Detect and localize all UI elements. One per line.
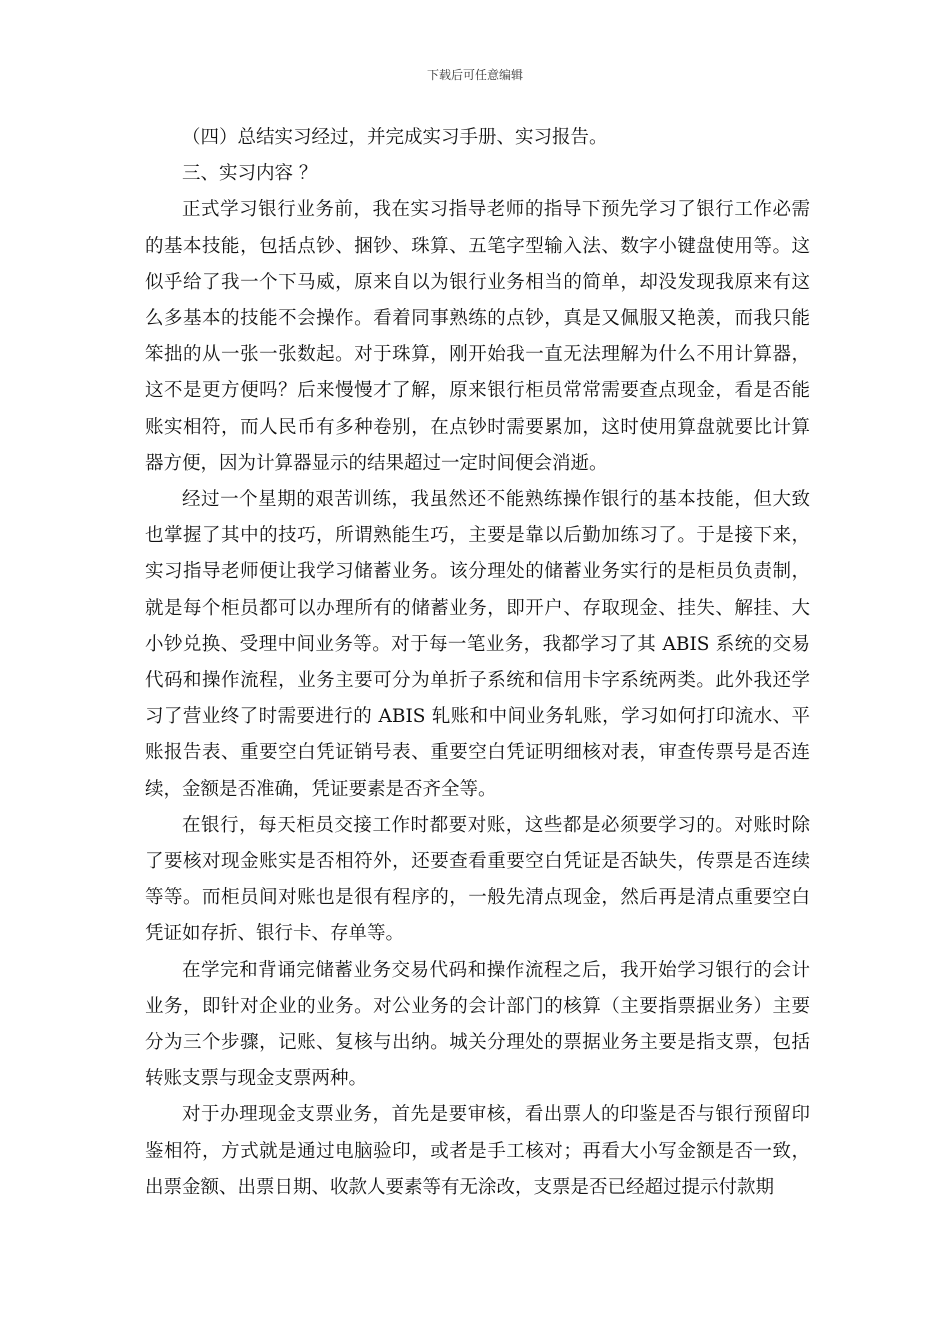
section-heading: 三、实习内容 ？: [182, 163, 318, 185]
page-header: 下载后可任意编辑: [426, 68, 523, 82]
paragraph: 在学完和背诵完储蓄业务交易代码和操作流程之后，我开始学习银行的会计业务，即针对企业的业务。对公业务的会计部门的核算（主要指票据业务）主要分为三个步骤，记账、复核与出纳。城关分理处的票据业务主要是指支票，包括转账支票与现金支票两种。: [145, 959, 810, 1090]
paragraph: 经过一个星期的艰苦训练，我虽然还不能熟练操作银行的基本技能，但大致也掌握了其中的技巧，所谓熟能生巧，主要是靠以后勤加练习了。于是接下来，实习指导老师便让我学习储蓄业务。该分理处的储蓄业务实行的是柜员负责制，就是每个柜员都可以办理所有的储蓄业务，即开户、存取现金、挂失、解挂、大小钞兑换、受理中间业务等。对于每一笔业务，我都学习了其 ABIS 系统的交易代码和操作流程，业务主要可分为单折子系统和信用卡字系统两类。此外我还学习了营业终了时需要进行的 ABIS 轧账和中间业务轧账，学习如何打印流水、平账报告表、重要空白凭证销号表、重要空白凭证明细核对表，审查传票号是否连续，金额是否准确，凭证要素是否齐全等。: [145, 489, 810, 800]
paragraph: （四）总结实习经过，并完成实习手册、实习报告。: [182, 127, 608, 148]
paragraph: 在银行，每天柜员交接工作时都要对账，这些都是必须要学习的。对账时除了要核对现金账实是否相符外，还要查看重要空白凭证是否缺失，传票是否连续等等。而柜员间对账也是很有程序的，一般先清点现金，然后再是清点重要空白凭证如存折、银行卡、存单等。: [145, 814, 810, 945]
paragraph: 正式学习银行业务前，我在实习指导老师的指导下预先学习了银行工作必需的基本技能，包括点钞、捆钞、珠算、五笔字型输入法、数字小键盘使用等。这似乎给了我一个下马威，原来自以为银行业务相当的简单，却没发现我原来有这么多基本的技能不会操作。看着同事熟练的点钞，真是又佩服又艳羡，而我只能笨拙的从一张一张数起。对于珠算，刚开始我一直无法理解为什么不用计算器，这不是更方便吗？后来慢慢才了解，原来银行柜员常常需要查点现金，看是否能账实相符，而人民币有多种卷别，在点钞时需要累加，这时使用算盘就要比计算器方便，因为计算器显示的结果超过一定时间便会消逝。: [145, 199, 810, 474]
document-body: [145, 120, 810, 1206]
paragraph: 对于办理现金支票业务，首先是要审核，看出票人的印鉴是否与银行预留印鉴相符，方式就是通过电脑验印，或者是手工核对；再看大小写金额是否一致，出票金额、出票日期、收款人要素等有无涂改，支票是否已经超过提示付款期: [145, 1104, 810, 1198]
